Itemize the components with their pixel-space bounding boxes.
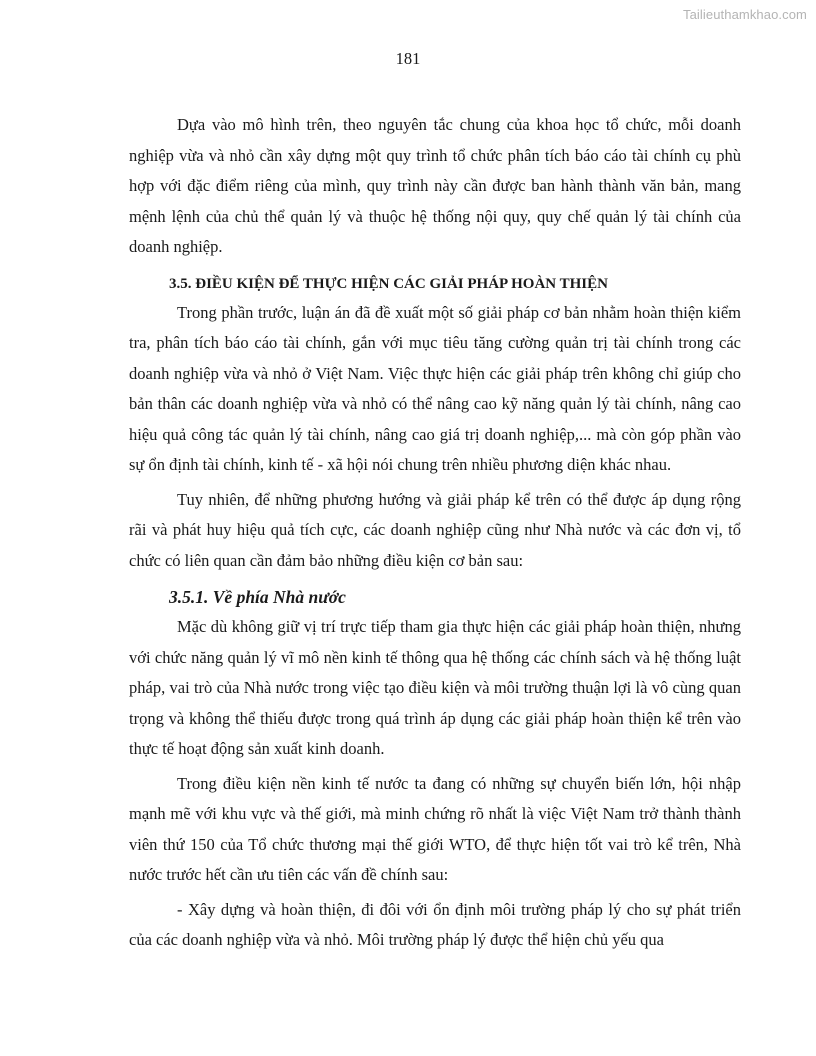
section-heading: 3.5. ĐIỀU KIỆN ĐỂ THỰC HIỆN CÁC GIẢI PHÁP HOÀN THIỆN: [169, 275, 608, 292]
paragraph: Mặc dù không giữ vị trí trực tiếp tham gia thực hiện các giải pháp hoàn thiện, nhưng với chức năng quản lý vĩ mô nền kinh tế thông qua hệ thống các chính sách và hệ thống luật pháp, vai trò của Nhà nước trong việc tạo điều kiện và môi trường thuận lợi là vô cùng quan trọng và không thể thiếu được trong quá trình áp dụng các giải pháp hoàn thiện kể trên vào thực tế hoạt động sản xuất kinh doanh.: [129, 617, 741, 758]
page-number: 181: [395, 49, 421, 68]
document-body: [129, 110, 741, 960]
paragraph: Trong phần trước, luận án đã đề xuất một số giải pháp cơ bản nhằm hoàn thiện kiểm tra, phân tích báo cáo tài chính, gắn với mục tiêu tăng cường quản trị tài chính trong các doanh nghiệp vừa và nhỏ ở Việt Nam. Việc thực hiện các giải pháp trên không chỉ giúp cho bản thân các doanh nghiệp vừa và nhỏ có thể nâng cao kỹ năng quản lý tài chính, nâng cao hiệu quả công tác quản lý tài chính, nâng cao giá trị doanh nghiệp,... mà còn góp phần vào sự ổn định tài chính, kinh tế - xã hội nói chung trên nhiều phương diện khác nhau.: [129, 302, 741, 474]
paragraph: Trong điều kiện nền kinh tế nước ta đang có những sự chuyển biến lớn, hội nhập mạnh mẽ với khu vực và thế giới, mà minh chứng rõ nhất là việc Việt Nam trở thành thành viên thứ 150 của Tổ chức thương mại thế giới WTO, để thực hiện tốt vai trò kể trên, Nhà nước trước hết cần ưu tiên các vấn đề chính sau:: [129, 773, 741, 884]
subsection-heading: 3.5.1. Về phía Nhà nước: [169, 587, 346, 607]
paragraph-intro: Dựa vào mô hình trên, theo nguyên tắc chung của khoa học tổ chức, mỗi doanh nghiệp vừa và nhỏ cần xây dựng một quy trình tổ chức phân tích báo cáo tài chính cụ phù hợp với đặc điểm riêng của mình, quy trình này cần được ban hành thành văn bản, mang mệnh lệnh của chủ thể quản lý và thuộc hệ thống nội quy, quy chế quản lý tài chính của doanh nghiệp.: [129, 115, 741, 256]
watermark: Tailieuthamkhao.com: [682, 7, 807, 22]
paragraph: Tuy nhiên, để những phương hướng và giải pháp kể trên có thể được áp dụng rộng rãi và phát huy hiệu quả tích cực, các doanh nghiệp cũng như Nhà nước và các đơn vị, tổ chức có liên quan cần đảm bảo những điều kiện cơ bản sau:: [129, 489, 741, 570]
paragraph-list-item: - Xây dựng và hoàn thiện, đi đôi với ổn định môi trường pháp lý cho sự phát triển của các doanh nghiệp vừa và nhỏ. Môi trường pháp lý được thể hiện chủ yếu qua: [129, 899, 741, 949]
